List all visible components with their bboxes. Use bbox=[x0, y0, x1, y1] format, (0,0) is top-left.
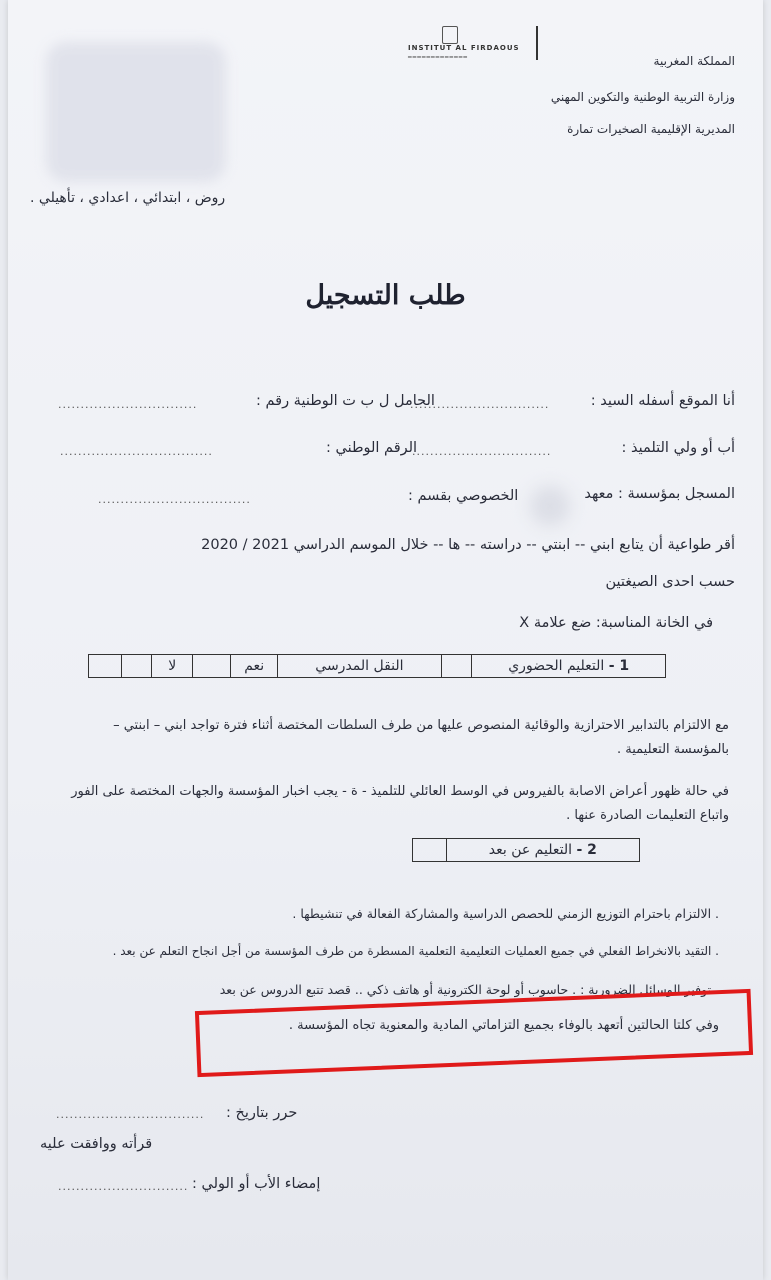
mark-instruction: في الخانة المناسبة: ضع علامة X bbox=[519, 615, 713, 631]
commitment1-line3: في حالة ظهور أعراض الاصابة بالفيروس في الوسط العائلي للتلميذ - ة - يجب اخبار المؤسسة والجهات المختصة على الفور bbox=[71, 784, 729, 799]
national-number-label: الرقم الوطني : bbox=[326, 440, 418, 456]
date-label: حرر بتاريخ : bbox=[226, 1105, 298, 1121]
parent-dots: ............................... bbox=[412, 445, 552, 458]
no-checkbox[interactable] bbox=[121, 655, 152, 678]
signer-dots: ............................... bbox=[410, 398, 550, 411]
cin-dots: ............................... bbox=[58, 398, 198, 411]
yes-label: نعم bbox=[231, 655, 278, 678]
commitment1-line2: بالمؤسسة التعليمية . bbox=[616, 742, 729, 757]
commitment2-line3: . توفير الوسائل الضرورية : . حاسوب أو لوحة الكترونية أو هاتف ذكي .. قصد تتبع الدروس عن بعد bbox=[219, 982, 719, 997]
school-levels: روض ، ابتدائي ، اعدادي ، تأهيلي . bbox=[30, 190, 226, 206]
signature-label: إمضاء الأب أو الولي : bbox=[192, 1176, 321, 1192]
commitment2-line1: . الالتزام باحترام التوزيع الزمني للحصص الدراسية والمشاركة الفعالة في تنشيطها . bbox=[292, 906, 719, 921]
redacted-area-small bbox=[530, 486, 570, 526]
document-sheet bbox=[8, 0, 763, 1280]
private-class-label: الخصوصي بقسم : bbox=[408, 488, 519, 504]
page-title: طلب التسجيل bbox=[305, 280, 466, 311]
option1-checkbox[interactable] bbox=[441, 655, 472, 678]
commitment1-line4: واتباع التعليمات الصادرة عنها . bbox=[566, 808, 729, 823]
logo-subtext: ━━━━━━━━━━━━━ bbox=[408, 54, 468, 61]
cin-label: الحامل ل ب ت الوطنية رقم : bbox=[256, 393, 435, 409]
signer-label: أنا الموقع أسفله السيد : bbox=[590, 393, 735, 409]
logo-emblem-icon bbox=[442, 26, 458, 44]
option2-label: التعليم عن بعد bbox=[488, 842, 572, 858]
institution-logo bbox=[408, 26, 536, 62]
date-dots: ................................. bbox=[56, 1108, 205, 1121]
parent-label: أب أو ولي التلميذ : bbox=[621, 440, 735, 456]
header-ministry: وزارة التربية الوطنية والتكوين المهني bbox=[550, 90, 735, 104]
commitment2-line2: . التقيد بالانخراط الفعلي في جميع العمليات التعليمية التعلمية المسطرة من طرف المؤسسة من أجل انجاح التعلم عن بعد . bbox=[112, 944, 719, 958]
intro-statement: أقر طواعية أن يتابع ابني -- ابنتي -- دراسته -- ها -- خلال الموسم الدراسي 2021 / 2020 bbox=[201, 537, 735, 553]
highlight-box bbox=[195, 989, 753, 1077]
option2-checkbox[interactable] bbox=[413, 839, 447, 862]
option1-table bbox=[88, 654, 666, 678]
logo-divider bbox=[536, 26, 538, 60]
commitment1-line1: مع الالتزام بالتدابير الاحترازية والوقائية المنصوص عليها من طرف السلطات المختصة أثناء فترة تواجد ابني – ابنتي – bbox=[113, 718, 729, 733]
enrolled-label: المسجل بمؤسسة : معهد bbox=[584, 486, 735, 502]
option2-table bbox=[412, 838, 640, 862]
read-approved: قرأته ووافقت عليه bbox=[40, 1136, 153, 1152]
header-directorate: المديرية الإقليمية الصخيرات تمارة bbox=[567, 122, 735, 136]
logo-text: INSTITUT AL FIRDAOUS bbox=[408, 44, 520, 52]
choose-formula: حسب احدى الصيغتين bbox=[605, 574, 735, 590]
option1-number: 1 - bbox=[608, 658, 630, 674]
no-label: لا bbox=[152, 655, 193, 678]
transport-label: النقل المدرسي bbox=[278, 655, 441, 678]
yes-checkbox[interactable] bbox=[193, 655, 231, 678]
commitment-final: وفي كلتا الحالتين أتعهد بالوفاء بجميع التزاماتي المادية والمعنوية تجاه المؤسسة . bbox=[288, 1018, 719, 1033]
redacted-area bbox=[46, 42, 226, 182]
option1-label-cell bbox=[472, 655, 666, 678]
class-dots: .................................. bbox=[98, 493, 251, 506]
option1-label: التعليم الحضوري bbox=[508, 658, 605, 674]
option2-label-cell bbox=[446, 839, 639, 862]
signature-dots: ............................. bbox=[58, 1180, 189, 1193]
extra-checkbox[interactable] bbox=[89, 655, 122, 678]
national-number-dots: .................................. bbox=[60, 445, 213, 458]
option2-number: 2 - bbox=[576, 842, 597, 858]
header-kingdom: المملكة المغربية bbox=[653, 54, 735, 68]
